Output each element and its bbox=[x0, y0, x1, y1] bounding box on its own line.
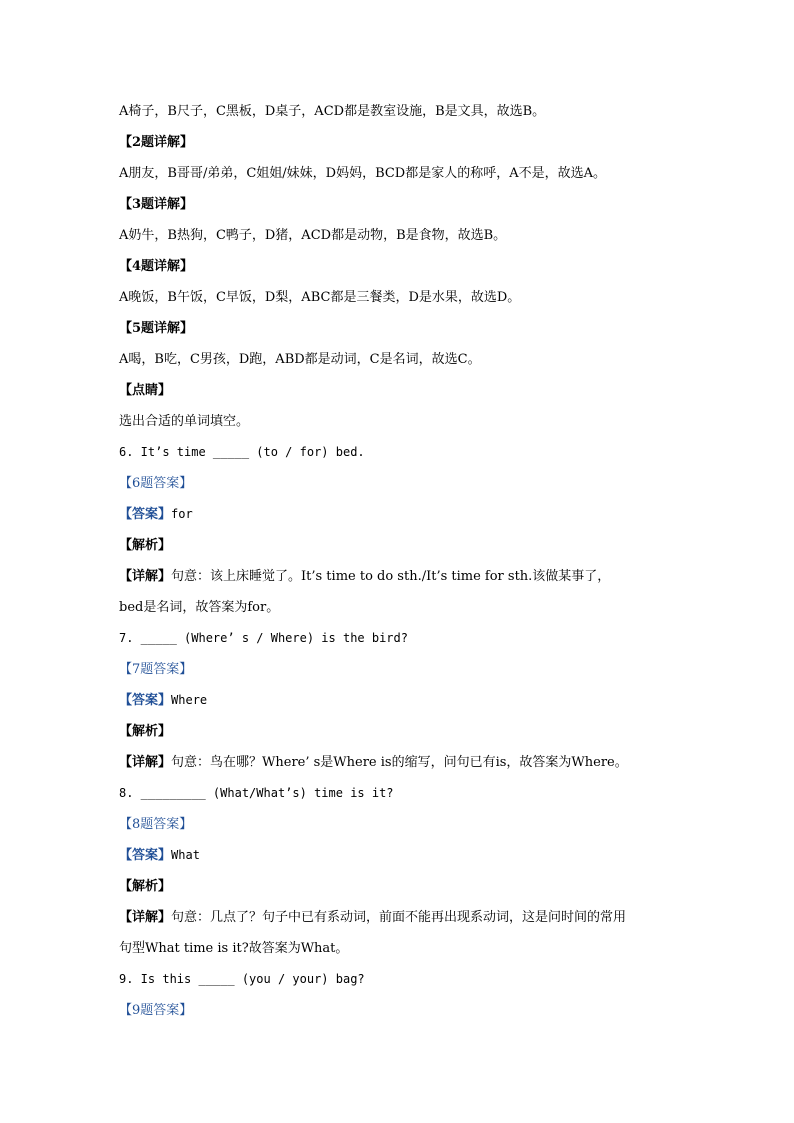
detail-text: 句意：该上床睡觉了。It’s time to do sth./It’s time for sth.该做某事了， bbox=[171, 569, 611, 584]
detail-text: 句意：鸟在哪？Where’ s是Where is的缩写，问句已有is，故答案为Where。 bbox=[171, 755, 628, 770]
q7-answer bbox=[119, 685, 679, 716]
q7-answer-heading: 【7题答案】 bbox=[119, 662, 193, 677]
q8-answer-heading: 【8题答案】 bbox=[119, 817, 193, 832]
q8-answer bbox=[119, 840, 679, 871]
answer-label: 【答案】 bbox=[119, 848, 172, 863]
detail-label: 【详解】 bbox=[119, 755, 172, 770]
q8-analysis-heading: 【解析】 bbox=[119, 879, 172, 894]
q6-answer-heading: 【6题答案】 bbox=[119, 476, 193, 491]
q3-detail-heading: 【3题详解】 bbox=[119, 197, 194, 212]
q2-explanation: A朋友，B哥哥/弟弟，C姐姐/妹妹，D妈妈，BCD都是家人的称呼，A不是，故选A。 bbox=[119, 166, 607, 181]
q6-detail bbox=[119, 561, 679, 592]
answer-value: What bbox=[171, 848, 200, 862]
question-9: 9. Is this _____ (you / your) bag? bbox=[119, 972, 365, 986]
q4-detail-heading: 【4题详解】 bbox=[119, 259, 194, 274]
section-instruction: 选出合适的单词填空。 bbox=[119, 414, 250, 429]
document-page bbox=[119, 96, 679, 1026]
q9-answer-heading: 【9题答案】 bbox=[119, 1003, 193, 1018]
q7-analysis-heading: 【解析】 bbox=[119, 724, 172, 739]
q8-detail bbox=[119, 902, 679, 933]
question-6: 6. It’s time _____ (to / for) bed. bbox=[119, 445, 365, 459]
answer-label: 【答案】 bbox=[119, 693, 172, 708]
q4-explanation: A晚饭，B午饭，C早饭，D梨，ABC都是三餐类，D是水果，故选D。 bbox=[119, 290, 521, 305]
q8-detail-continued: 句型What time is it?故答案为What。 bbox=[119, 941, 349, 956]
q1-explanation: A椅子，B尺子，C黑板，D桌子，ACD都是教室设施，B是文具，故选B。 bbox=[119, 104, 546, 119]
question-7: 7. _____ (Where’ s / Where) is the bird? bbox=[119, 631, 408, 645]
q3-explanation: A奶牛，B热狗，C鸭子，D猪，ACD都是动物，B是食物，故选B。 bbox=[119, 228, 507, 243]
q6-detail-continued: bed是名词，故答案为for。 bbox=[119, 600, 280, 615]
answer-value: Where bbox=[171, 693, 208, 707]
answer-label: 【答案】 bbox=[119, 507, 172, 522]
answer-value: for bbox=[171, 507, 193, 521]
q2-detail-heading: 【2题详解】 bbox=[119, 135, 194, 150]
highlight-heading: 【点睛】 bbox=[119, 383, 172, 398]
q5-explanation: A喝，B吃，C男孩，D跑，ABD都是动词，C是名词，故选C。 bbox=[119, 352, 481, 367]
q6-analysis-heading: 【解析】 bbox=[119, 538, 172, 553]
q7-detail bbox=[119, 747, 679, 778]
q6-answer bbox=[119, 499, 679, 530]
question-8: 8. _________ (What/What’s) time is it? bbox=[119, 786, 394, 800]
q5-detail-heading: 【5题详解】 bbox=[119, 321, 194, 336]
detail-label: 【详解】 bbox=[119, 910, 172, 925]
detail-label: 【详解】 bbox=[119, 569, 172, 584]
detail-text: 句意：几点了？句子中已有系动词，前面不能再出现系动词，这是问时间的常用 bbox=[171, 910, 627, 925]
